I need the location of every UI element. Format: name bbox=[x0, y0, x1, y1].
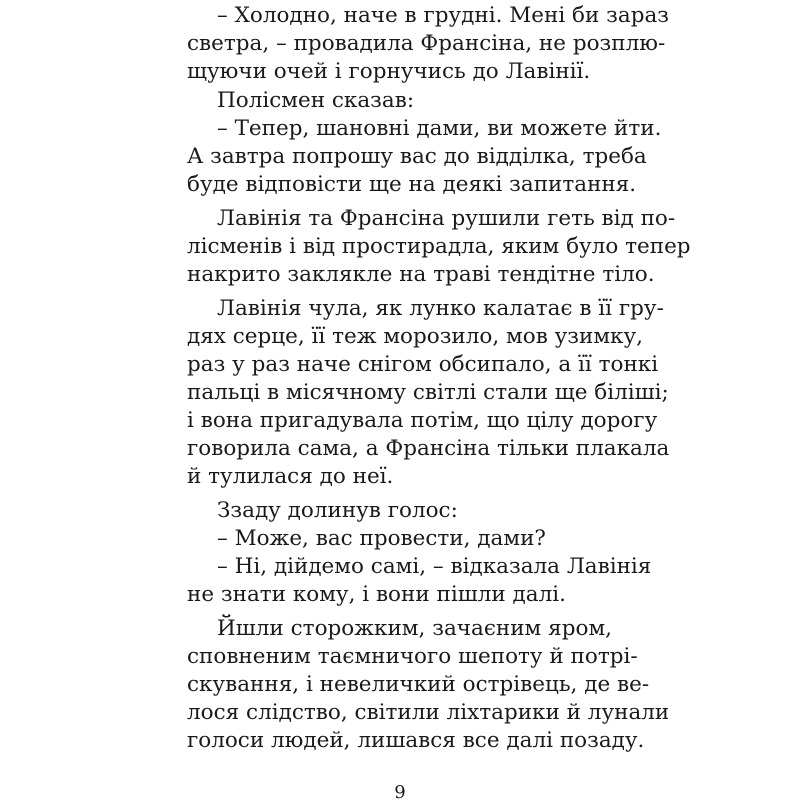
text-line: лісменів і від простирадла, яким було тепер bbox=[187, 234, 691, 259]
text-line: Лавінія чула, як лунко калатає в її гру- bbox=[217, 296, 664, 321]
text-line: А завтра попрошу вас до відділка, треба bbox=[187, 144, 647, 169]
text-line: лося слідство, світили ліхтарики й лунали bbox=[187, 700, 670, 725]
text-line: пальці в місячному світлі стали ще біліші; bbox=[187, 380, 669, 405]
text-line: раз у раз наче снігом обсипало, а її тонкі bbox=[187, 352, 659, 377]
text-line: голоси людей, лишався все далі позаду. bbox=[187, 728, 645, 753]
text-line: не знати кому, і вони пішли далі. bbox=[187, 582, 566, 607]
text-line: светра, – провадила Франсіна, не розплю- bbox=[187, 31, 666, 56]
page-number: 9 bbox=[394, 782, 406, 803]
text-line: щуючи очей і горнучись до Лавінії. bbox=[187, 59, 591, 84]
text-line: Полісмен сказав: bbox=[217, 88, 415, 113]
text-line: – Може, вас провести, дами? bbox=[217, 526, 546, 551]
text-line: накрито заклякле на траві тендітне тіло. bbox=[187, 262, 655, 287]
text-line: і вона пригадувала потім, що цілу дорогу bbox=[187, 408, 658, 433]
text-line: – Холодно, наче в грудні. Мені би зараз bbox=[217, 3, 670, 28]
text-line: й тулилася до неї. bbox=[187, 464, 394, 489]
text-line: Лавінія та Франсіна рушили геть від по- bbox=[217, 206, 676, 231]
text-line: скування, і невеличкий острівець, де ве- bbox=[187, 672, 650, 697]
text-line: Ззаду долинув голос: bbox=[217, 498, 458, 523]
text-line: сповненим таємничого шепоту й потрі- bbox=[187, 644, 638, 669]
text-line: говорила сама, а Франсіна тільки плакала bbox=[187, 436, 670, 461]
text-line: – Ні, дійдемо самі, – відказала Лавінія bbox=[217, 554, 652, 579]
text-line: – Тепер, шановні дами, ви можете йти. bbox=[217, 116, 662, 141]
text-line: Йшли сторожким, зачаєним яром, bbox=[217, 616, 612, 641]
text-line: буде відповісти ще на деякі запитання. bbox=[187, 172, 637, 197]
text-line: дях серце, її теж морозило, мов узимку, bbox=[187, 324, 643, 349]
